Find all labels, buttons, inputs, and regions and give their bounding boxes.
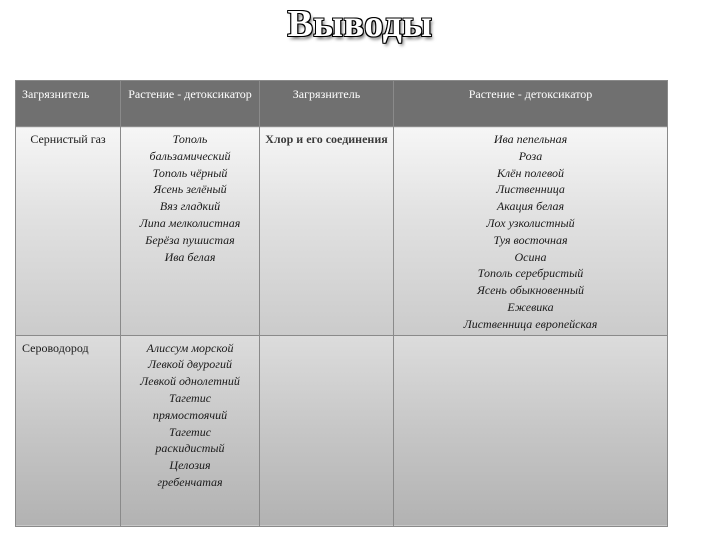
header-plant-detoxifier-2: Растение - детоксикатор — [394, 81, 668, 127]
plant-name: Левкой однолетний — [140, 374, 240, 389]
plant-name: Роза — [518, 148, 543, 163]
plant-name: Левкой двурогий — [148, 357, 232, 372]
plant-name: бальзамический — [149, 148, 231, 163]
plants-cell — [394, 127, 668, 336]
plant-name: Лох узколистный — [486, 215, 575, 230]
plant-name: Липа мелколистная — [139, 215, 241, 230]
plant-name: Осина — [514, 249, 547, 264]
plant-name: Акация белая — [496, 199, 565, 214]
empty-cell — [260, 335, 394, 526]
plant-name: Клён полевой — [496, 165, 565, 180]
header-plant-detoxifier-1: Растение - детоксикатор — [121, 81, 260, 127]
plant-name: Тополь серебристый — [477, 266, 584, 281]
plant-name: Ясень обыкновенный — [477, 283, 584, 298]
pollutant-cell: Сернистый газ — [16, 127, 121, 336]
plant-name: Тополь чёрный — [152, 165, 228, 180]
plant-name: Целозия — [169, 458, 211, 473]
plants-cell — [121, 335, 260, 526]
header-pollutant-2: Загрязнитель — [260, 81, 394, 127]
plant-name: гребенчатая — [157, 474, 223, 489]
pollutant-cell: Хлор и его соединения — [260, 127, 394, 336]
table-row — [16, 127, 668, 336]
table-header-row — [16, 81, 668, 127]
table-row — [16, 335, 668, 526]
plant-name: Ясень зелёный — [153, 182, 227, 197]
plant-name: Ежевика — [507, 299, 554, 314]
pollutant-cell: Сероводород — [16, 335, 121, 526]
plant-name: прямостоячий — [152, 407, 228, 422]
plant-name: Туя восточная — [493, 232, 568, 247]
plant-name: Тагетис — [168, 390, 212, 405]
empty-cell — [394, 335, 668, 526]
plant-name: Лиственница — [496, 182, 565, 197]
plants-cell — [121, 127, 260, 336]
plant-name: Вяз гладкий — [159, 199, 221, 214]
page-title: Выводы — [287, 3, 433, 45]
plant-name: Ива белая — [164, 249, 216, 264]
header-pollutant-1: Загрязнитель — [16, 81, 121, 127]
detoxifier-plants-table — [15, 80, 668, 527]
plant-name: Лиственница европейская — [463, 316, 598, 331]
plant-name: Тополь — [172, 132, 208, 146]
plant-name: Тагетис — [168, 424, 212, 439]
plant-name: Алиссум морской — [146, 340, 234, 355]
plant-name: Ива пепельная — [493, 132, 568, 146]
plant-name: раскидистый — [155, 441, 225, 456]
plant-name: Берёза пушистая — [145, 232, 235, 247]
